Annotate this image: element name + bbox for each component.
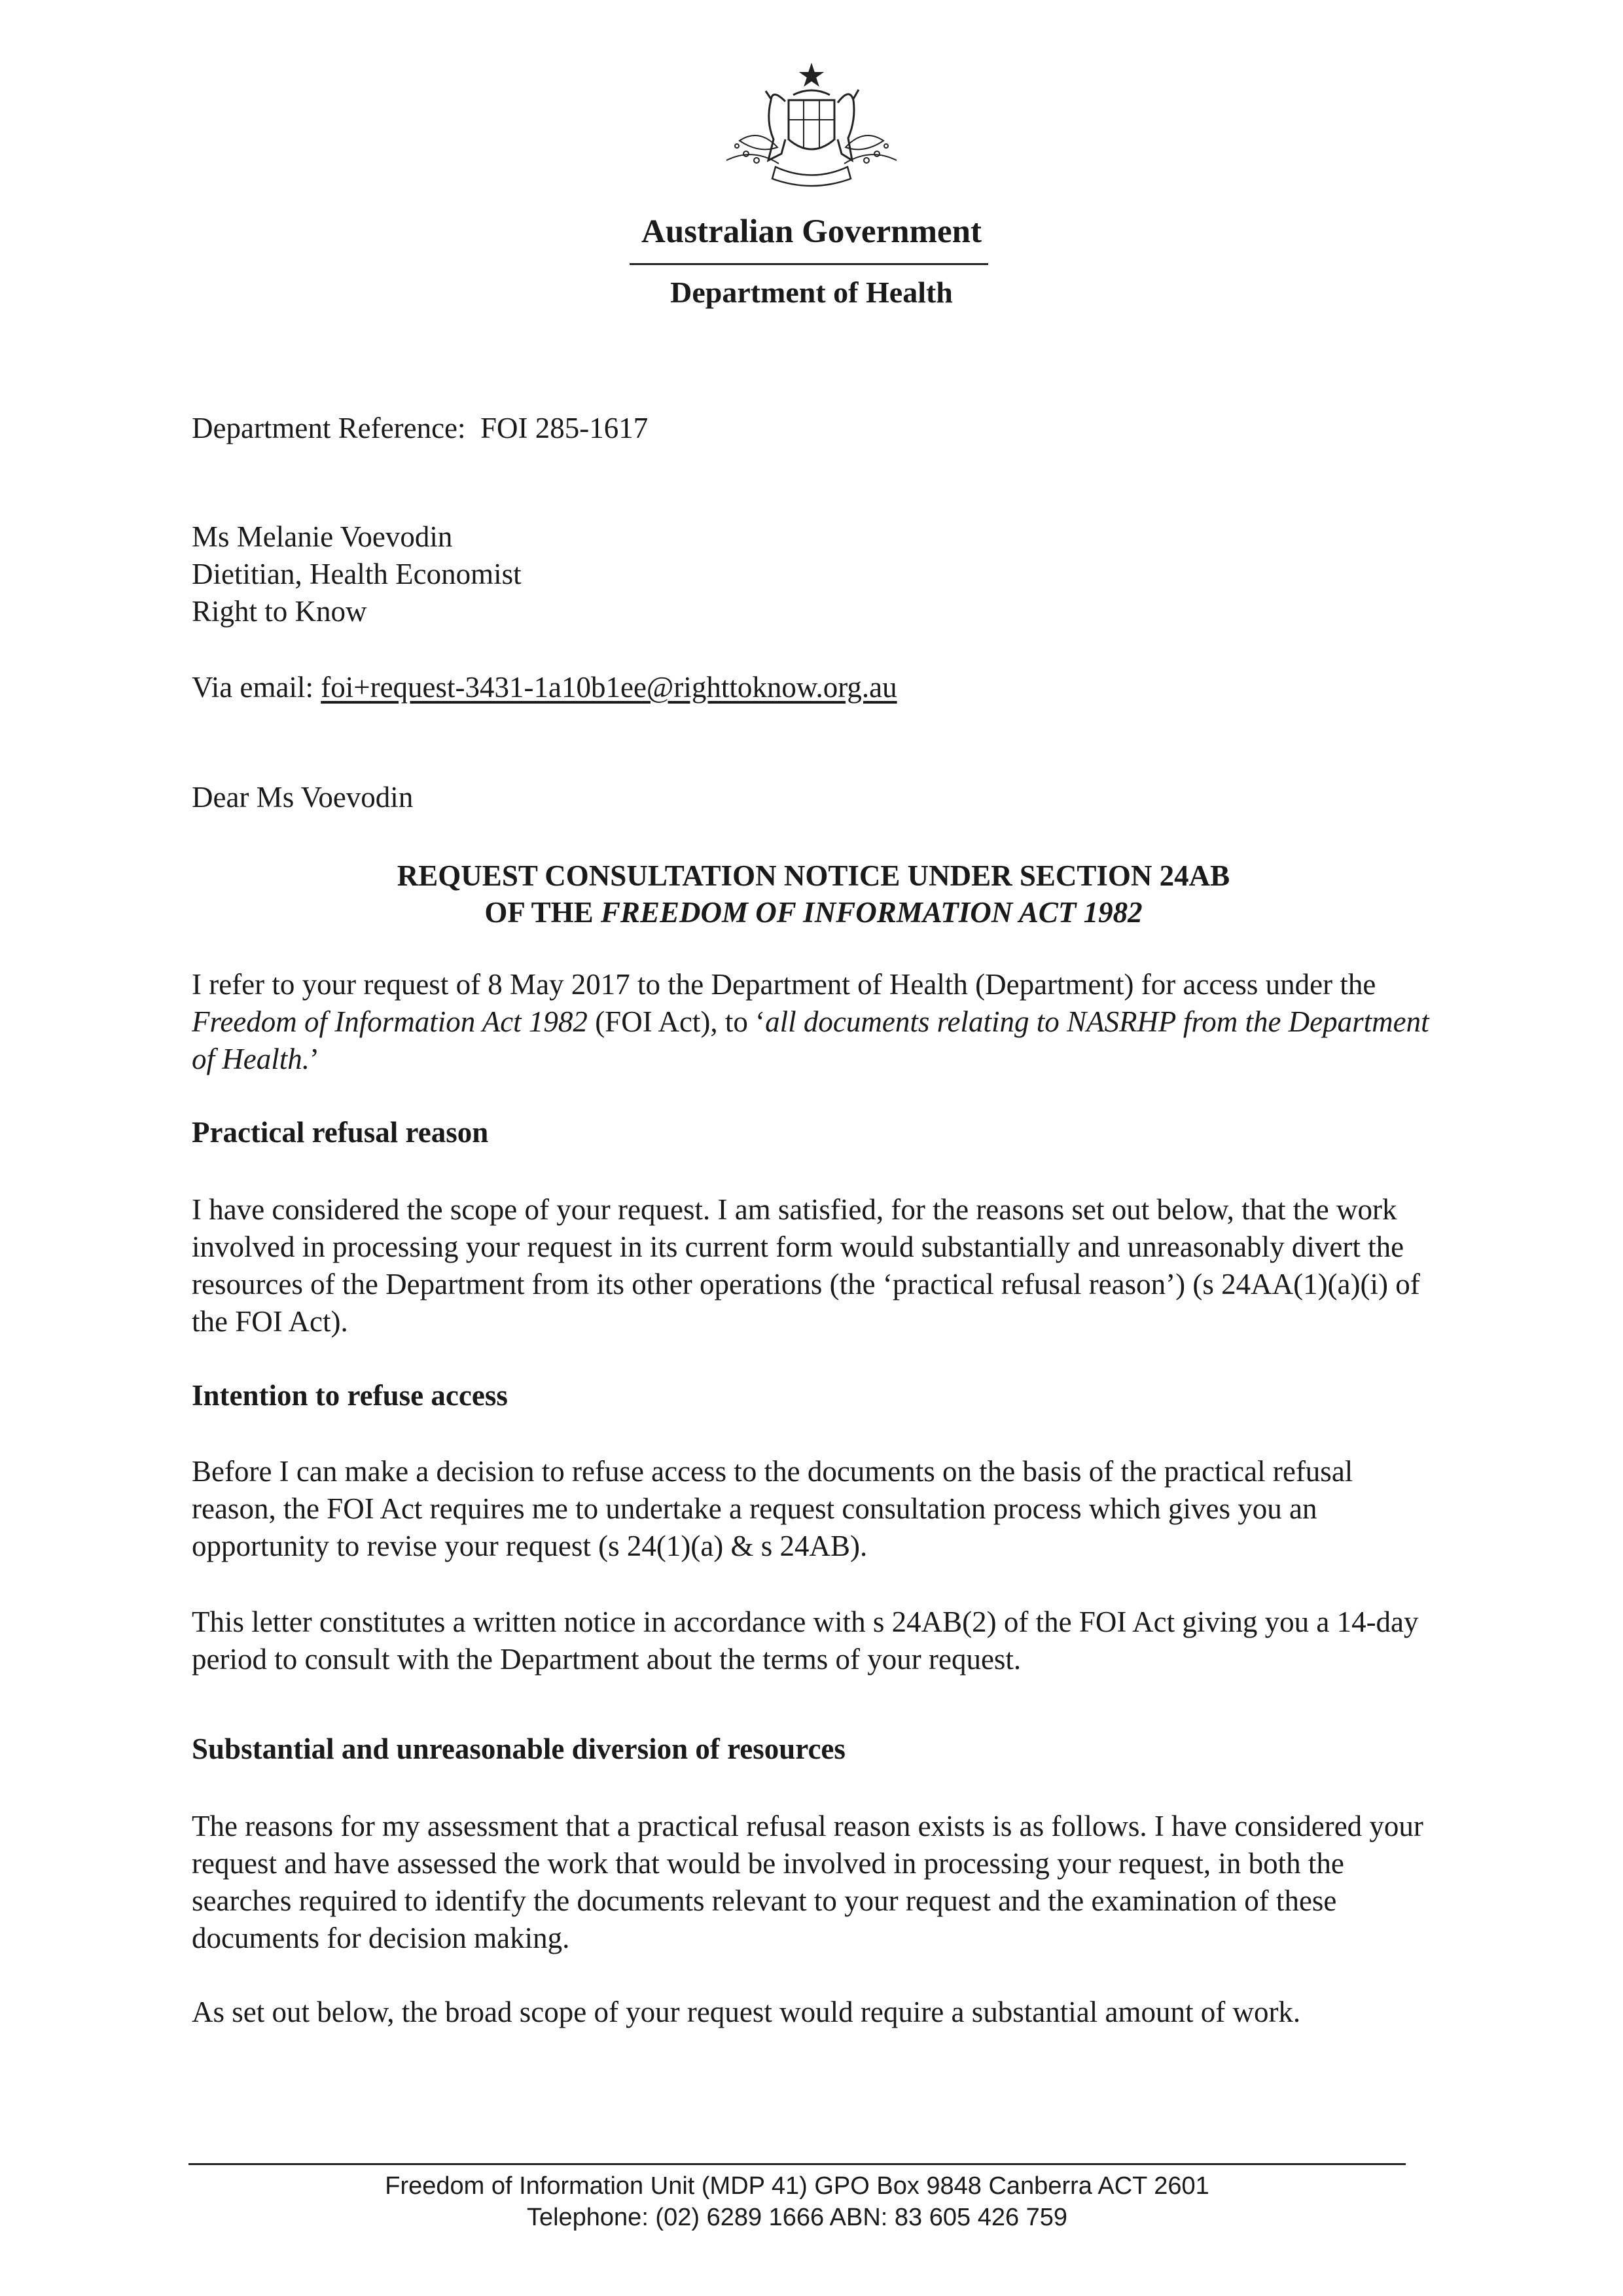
reference-label: Department Reference: xyxy=(192,412,466,444)
intention-paragraph-1: Before I can make a decision to refuse access to the documents on the basis of the practical refusal reason, the FOI Act requires me to undertake a request consultation process which gives you an opportunity to revise your request (s 24(1)(a) & s 24AB). xyxy=(192,1455,1353,1562)
recipient-organisation: Right to Know xyxy=(192,595,367,628)
intro-text-1: I refer to your request of 8 May 2017 to the Department of Health (Department) for access under the xyxy=(192,968,1376,1001)
recipient-email-line xyxy=(192,669,897,706)
intro-text-3: ’ xyxy=(309,1043,319,1075)
footer-divider xyxy=(188,2163,1406,2165)
recipient-name: Ms Melanie Voevodin xyxy=(192,520,453,553)
subject-line-2-prefix: OF THE xyxy=(484,896,601,929)
department-reference xyxy=(192,410,648,447)
recipient-address xyxy=(192,518,522,630)
via-email-label: Via email: xyxy=(192,671,313,704)
coat-of-arms-crest xyxy=(713,62,910,200)
heading-substantial-diversion: Substantial and unreasonable diversion of resources xyxy=(192,1732,846,1765)
intro-request-quote: all documents relating to NASRHP from the Department of Health. xyxy=(192,1005,1429,1075)
letterhead-government: Australian Government xyxy=(641,213,982,250)
subject-line-1: REQUEST CONSULTATION NOTICE UNDER SECTION 24AB xyxy=(397,859,1230,892)
intro-paragraph xyxy=(192,966,1435,1078)
diversion-paragraph-2: As set out below, the broad scope of your request would require a substantial amount of work. xyxy=(192,1996,1301,2028)
intro-act-title: Freedom of Information Act 1982 xyxy=(192,1005,588,1038)
letterhead-department: Department of Health xyxy=(670,276,953,309)
salutation: Dear Ms Voevodin xyxy=(192,781,414,814)
subject-line-2-act: FREEDOM OF INFORMATION ACT 1982 xyxy=(600,896,1143,929)
footer xyxy=(188,2170,1406,2233)
reference-value: FOI 285-1617 xyxy=(480,412,649,444)
diversion-paragraph-1: The reasons for my assessment that a practical refusal reason exists is as follows. I have considered your request and have assessed the work that would be involved in processing your request, in both the searches required to identify the documents relevant to your request and the examination of these documents for decision making. xyxy=(192,1810,1423,1954)
intention-paragraph-2: This letter constitutes a written notice in accordance with s 24AB(2) of the FOI Act giving you a 14-day period to consult with the Department about the terms of your request. xyxy=(192,1605,1419,1676)
recipient-email-link[interactable]: foi+request-3431-1a10b1ee@righttoknow.org.au xyxy=(321,671,897,704)
subject-line-2 xyxy=(192,894,1435,931)
letterhead-divider xyxy=(630,263,988,265)
heading-intention-to-refuse: Intention to refuse access xyxy=(192,1379,508,1412)
footer-contact: Telephone: (02) 6289 1666 ABN: 83 605 426 759 xyxy=(526,2204,1068,2231)
footer-address: Freedom of Information Unit (MDP 41) GPO Box 9848 Canberra ACT 2601 xyxy=(385,2172,1209,2200)
subject-heading xyxy=(192,857,1435,931)
heading-practical-refusal: Practical refusal reason xyxy=(192,1116,489,1149)
practical-refusal-paragraph: I have considered the scope of your request. I am satisfied, for the reasons set out below, that the work involved in processing your request in its current form would substantially and unreasonably divert the resources of the Department from its other operations (the ‘practical refusal reason’) (s 24AA(1)(a)(i) of the FOI Act). xyxy=(192,1193,1420,1338)
recipient-title: Dietitian, Health Economist xyxy=(192,558,522,590)
intro-text-2: (FOI Act), to ‘ xyxy=(587,1005,766,1038)
